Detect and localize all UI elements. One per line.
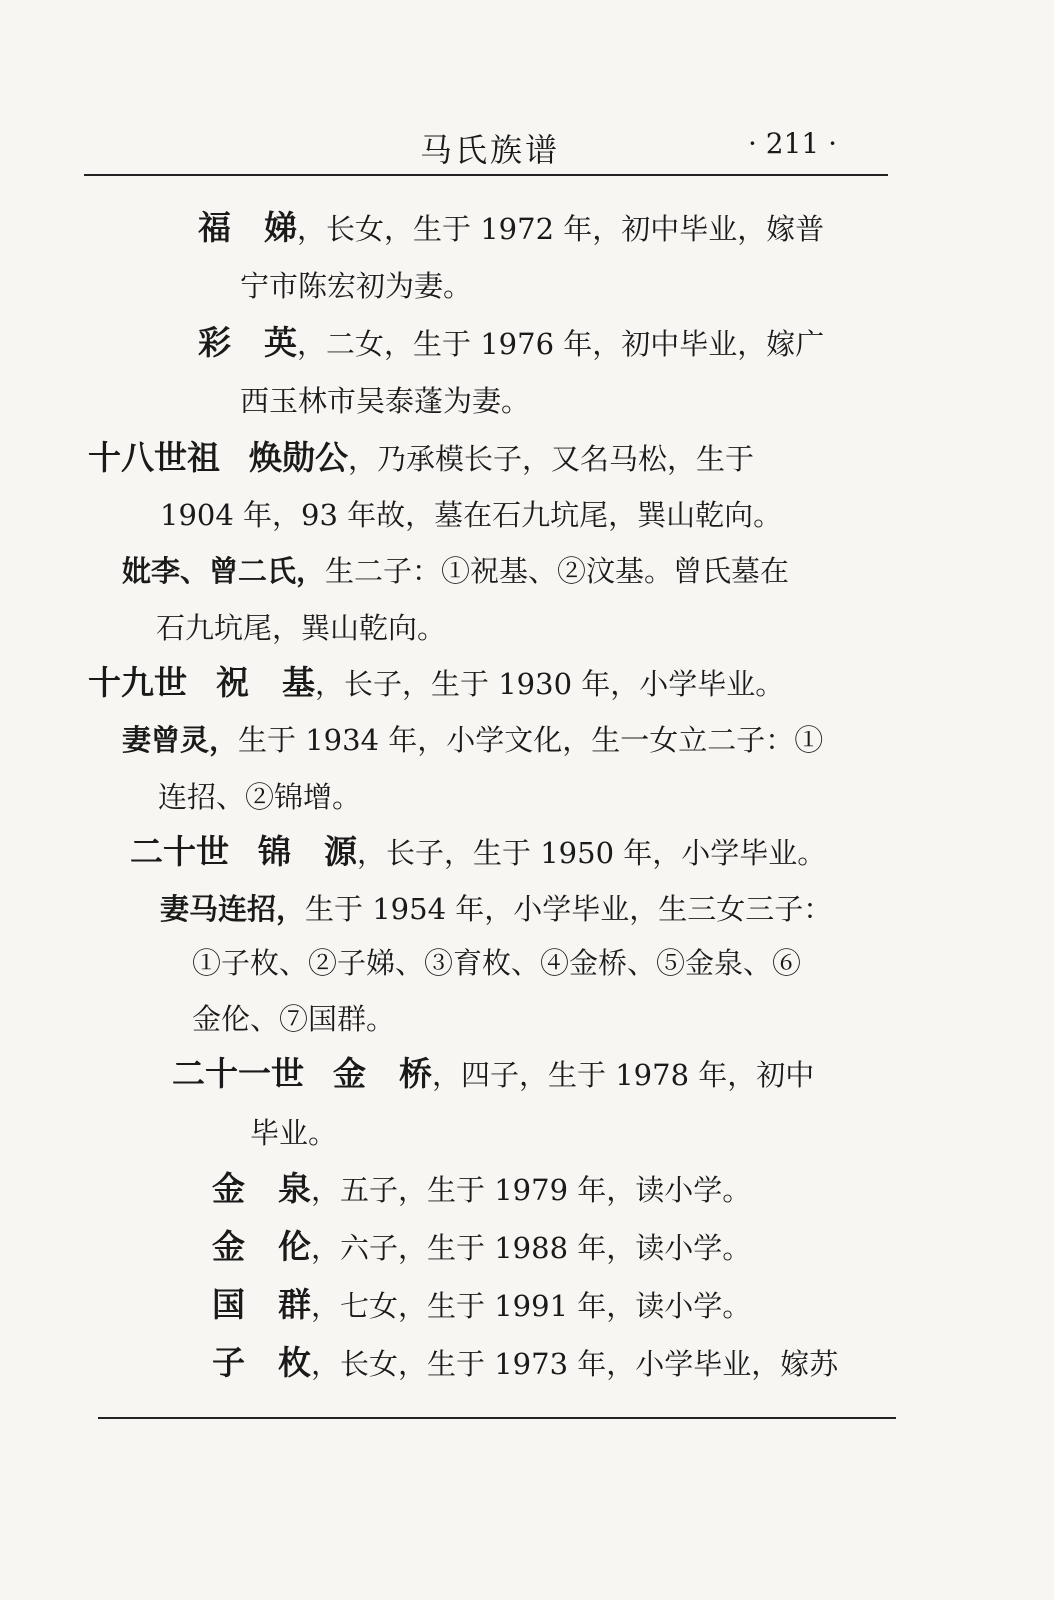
entry-text: 1904 年，93 年故，墓在石九坑尾，巽山乾向。 [160,498,783,532]
person-name: 福 娣 [198,208,297,247]
entry-line [212,1345,838,1382]
entry-line [198,210,824,247]
entry-text: 连招、②锦增。 [158,780,362,814]
entry-line [88,665,784,702]
header-rule [84,174,888,176]
page-number: · 211 · [748,127,838,160]
entry-text: 毕业。 [250,1116,338,1150]
entry-text: ，四子，生于 1978 年，初中 [432,1058,815,1092]
entry-text: ①子枚、②子娣、③育枚、④金桥、⑤金泉、⑥ [192,946,802,980]
generation-label: 十八世祖 [88,438,220,477]
entry-text: 生二子：①祝基、②汶基。曾氏墓在 [325,554,790,588]
person-name: 彩 英 [198,323,297,362]
person-name: 国 群 [212,1285,311,1324]
entry-line [122,722,823,758]
entry-text: ，长女，生于 1972 年，初中毕业，嫁普 [297,212,825,246]
entry-line [198,325,824,362]
spouse-label: 妻马连招， [160,892,306,926]
entry-text: ，长子，生于 1950 年，小学毕业。 [357,836,827,870]
entry-line [160,497,782,533]
entry-line [212,1171,751,1208]
entry-text: ，长子，生于 1930 年，小学毕业。 [315,667,785,701]
entry-text: ，长女，生于 1973 年，小学毕业，嫁苏 [311,1347,839,1381]
entry-line [240,383,530,419]
entry-line [130,834,826,871]
entry-text: 生于 1954 年，小学毕业，生三女三子： [305,892,833,926]
entry-text: ，七女，生于 1991 年，读小学。 [311,1289,752,1323]
footer-rule [98,1417,896,1419]
person-name: 金 泉 [212,1169,311,1208]
entry-text: 石九坑尾，巽山乾向。 [156,611,447,645]
person-name: 焕勋公 [249,438,349,477]
entry-line [240,268,472,304]
entry-line [160,891,832,927]
entry-line [122,553,789,589]
generation-label: 二十世 [130,832,229,871]
person-name: 祝 基 [216,663,316,702]
person-name: 锦 源 [258,832,358,871]
entry-line [212,1287,751,1324]
running-title: 马氏族谱 [420,131,561,169]
entry-line [88,440,754,477]
spouse-label: 妻曾灵， [122,723,239,757]
entry-text: ，五子，生于 1979 年，读小学。 [311,1173,752,1207]
generation-label: 二十一世 [172,1054,304,1093]
entry-text: ，乃承模长子，又名马松，生于 [348,442,755,476]
entry-text: 生于 1934 年，小学文化，生一女立二子：① [238,723,824,757]
entry-text: 金伦、⑦国群。 [192,1002,396,1036]
entry-text: 宁市陈宏初为妻。 [240,269,473,303]
person-name: 子 枚 [212,1343,311,1382]
entry-line [212,1229,751,1266]
entry-text: ，六子，生于 1988 年，读小学。 [311,1231,752,1265]
entry-line [158,779,361,815]
entry-line [250,1115,337,1151]
entry-text: 西玉林市吴泰蓬为妻。 [240,384,531,418]
generation-label: 十九世 [88,663,187,702]
entry-line [172,1056,814,1093]
entry-line [156,610,446,646]
entry-line [192,1001,395,1037]
entry-text: ，二女，生于 1976 年，初中毕业，嫁广 [297,327,825,361]
entry-line [192,945,801,981]
spouse-label: 妣李、曾二氏， [122,554,326,588]
person-name: 金 桥 [333,1054,433,1093]
person-name: 金 伦 [212,1227,311,1266]
